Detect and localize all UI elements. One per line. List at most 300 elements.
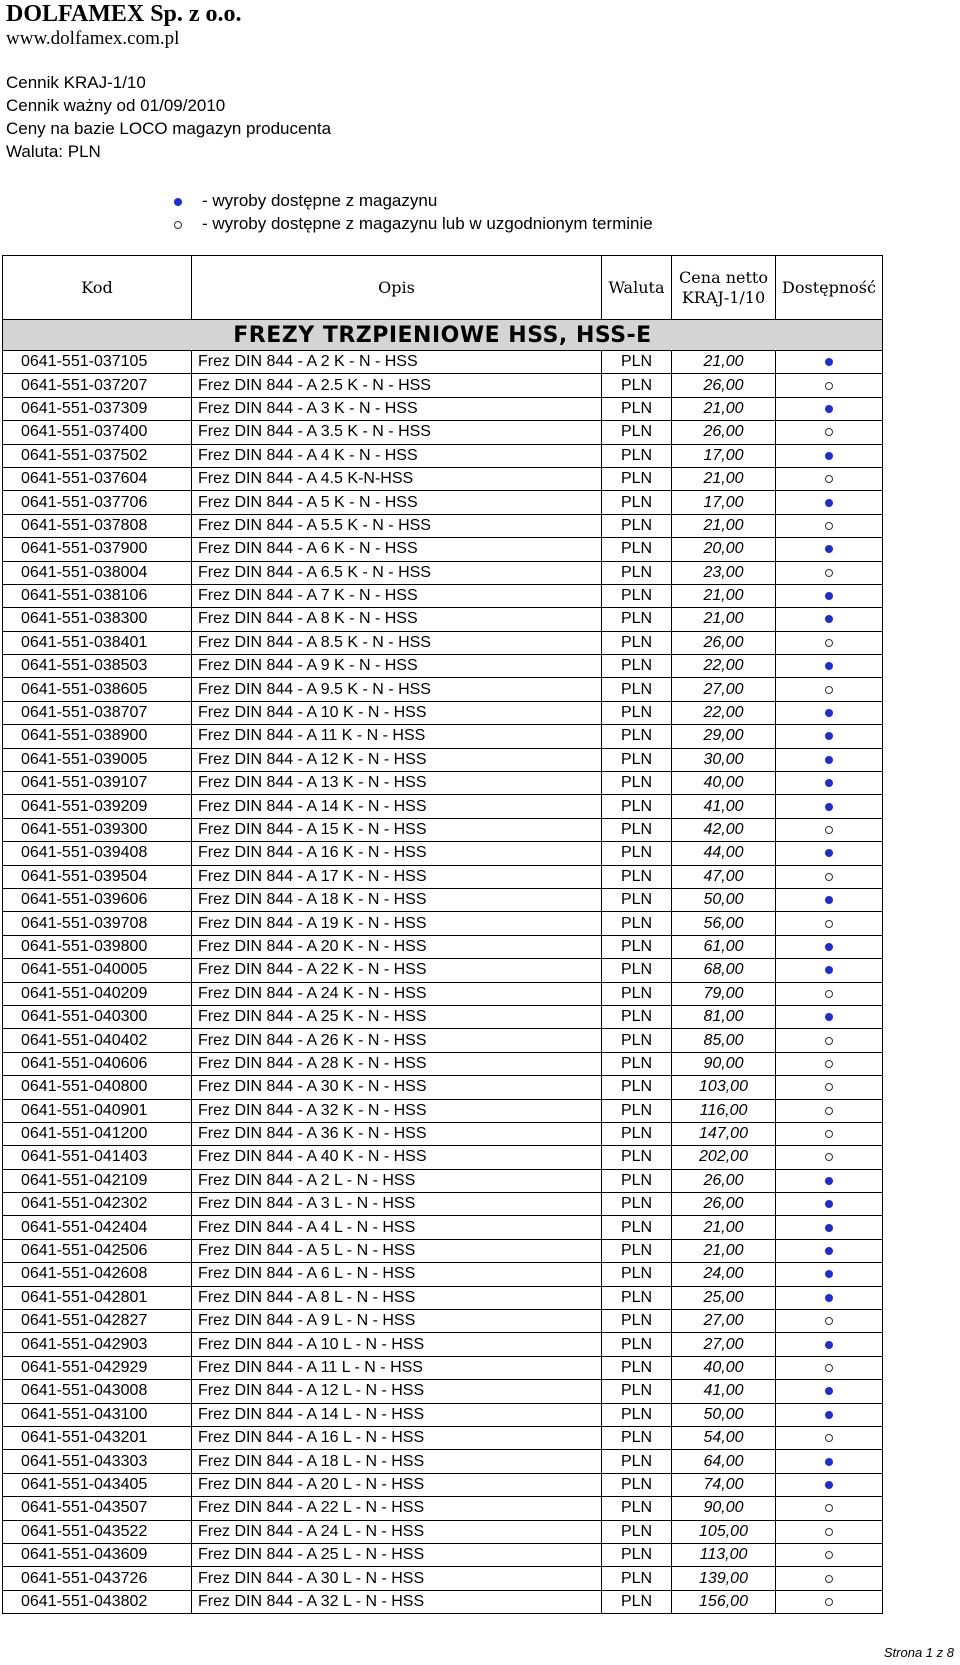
product-availability [776,514,883,537]
product-price: 139,00 [672,1567,776,1590]
product-price: 21,00 [672,467,776,490]
product-code: 0641-551-040606 [3,1052,192,1075]
product-currency: PLN [602,1052,672,1075]
product-price: 17,00 [672,444,776,467]
product-price: 40,00 [672,1356,776,1379]
product-price: 20,00 [672,538,776,561]
company-name: DOLFAMEX Sp. z o.o. [6,1,242,27]
product-availability [776,959,883,982]
product-availability [776,374,883,397]
product-currency: PLN [602,1216,672,1239]
product-currency: PLN [602,678,672,701]
table-row [3,631,883,654]
product-description: Frez DIN 844 - A 25 K - N - HSS [192,1005,602,1028]
product-price: 47,00 [672,865,776,888]
product-currency: PLN [602,1497,672,1520]
product-code: 0641-551-037502 [3,444,192,467]
product-currency: PLN [602,795,672,818]
product-code: 0641-551-037105 [3,351,192,374]
product-availability [776,1380,883,1403]
table-row [3,1356,883,1379]
empty-circle-icon [825,1107,833,1115]
table-row [3,584,883,607]
product-currency: PLN [602,1146,672,1169]
legend-on-request-label: - wyroby dostępne z magazynu lub w uzgodnionym terminie [202,214,653,233]
product-price: 56,00 [672,912,776,935]
product-price: 79,00 [672,982,776,1005]
empty-circle-icon [825,475,833,483]
table-row [3,959,883,982]
filled-dot-icon [825,1411,833,1419]
product-description: Frez DIN 844 - A 10 L - N - HSS [192,1333,602,1356]
product-price: 90,00 [672,1052,776,1075]
empty-circle-icon [825,1317,833,1325]
product-availability [776,538,883,561]
product-code: 0641-551-037309 [3,397,192,420]
product-price: 26,00 [672,1193,776,1216]
product-currency: PLN [602,1310,672,1333]
product-code: 0641-551-038004 [3,561,192,584]
product-price: 29,00 [672,725,776,748]
legend-on-request [174,212,653,235]
product-availability [776,1520,883,1543]
product-code: 0641-551-038401 [3,631,192,654]
product-currency: PLN [602,444,672,467]
product-price: 40,00 [672,772,776,795]
product-availability [776,772,883,795]
product-code: 0641-551-039300 [3,818,192,841]
product-description: Frez DIN 844 - A 9 L - N - HSS [192,1310,602,1333]
column-header-kod: Kod [3,256,192,320]
product-availability [776,655,883,678]
product-price: 26,00 [672,421,776,444]
product-price: 22,00 [672,655,776,678]
table-row [3,1590,883,1613]
table-row [3,538,883,561]
table-row [3,1426,883,1449]
product-availability [776,351,883,374]
product-code: 0641-551-042302 [3,1193,192,1216]
empty-circle-icon [825,1504,833,1512]
product-code: 0641-551-040209 [3,982,192,1005]
table-row [3,795,883,818]
product-description: Frez DIN 844 - A 12 K - N - HSS [192,748,602,771]
empty-circle-icon [825,639,833,647]
product-availability [776,421,883,444]
product-currency: PLN [602,351,672,374]
product-description: Frez DIN 844 - A 11 K - N - HSS [192,725,602,748]
product-availability [776,1146,883,1169]
product-price: 24,00 [672,1263,776,1286]
product-availability [776,1122,883,1145]
product-price: 30,00 [672,748,776,771]
product-code: 0641-551-042827 [3,1310,192,1333]
filled-dot-icon [825,1247,833,1255]
product-price: 105,00 [672,1520,776,1543]
product-code: 0641-551-040800 [3,1076,192,1099]
product-price: 17,00 [672,491,776,514]
product-description: Frez DIN 844 - A 30 K - N - HSS [192,1076,602,1099]
product-availability [776,1333,883,1356]
column-header-waluta: Waluta [602,256,672,320]
product-availability [776,1426,883,1449]
column-header-cena [672,256,776,320]
product-price: 90,00 [672,1497,776,1520]
product-availability [776,1450,883,1473]
product-description: Frez DIN 844 - A 32 L - N - HSS [192,1590,602,1613]
product-description: Frez DIN 844 - A 6 L - N - HSS [192,1263,602,1286]
table-row [3,1497,883,1520]
empty-circle-icon [825,1434,833,1442]
product-availability [776,1169,883,1192]
table-row [3,1520,883,1543]
table-row [3,1169,883,1192]
table-row [3,561,883,584]
product-currency: PLN [602,1029,672,1052]
product-price: 27,00 [672,678,776,701]
table-row [3,842,883,865]
product-code: 0641-551-037400 [3,421,192,444]
product-availability [776,444,883,467]
product-code: 0641-551-042506 [3,1239,192,1262]
table-row [3,1216,883,1239]
product-availability [776,1239,883,1262]
table-row [3,1403,883,1426]
filled-dot-icon [825,592,833,600]
product-currency: PLN [602,1356,672,1379]
empty-circle-icon [825,569,833,577]
product-description: Frez DIN 844 - A 3.5 K - N - HSS [192,421,602,444]
product-availability [776,1193,883,1216]
table-row [3,1052,883,1075]
product-code: 0641-551-037207 [3,374,192,397]
filled-dot-icon [825,662,833,670]
section-header-row [3,320,883,351]
price-table [2,255,883,1614]
product-currency: PLN [602,935,672,958]
product-description: Frez DIN 844 - A 18 K - N - HSS [192,888,602,911]
product-description: Frez DIN 844 - A 13 K - N - HSS [192,772,602,795]
pricelist-price-basis: Ceny na bazie LOCO magazyn producenta [6,119,332,138]
empty-circle-icon [825,990,833,998]
product-code: 0641-551-039504 [3,865,192,888]
product-currency: PLN [602,1286,672,1309]
table-row [3,514,883,537]
empty-circle-icon [825,1083,833,1091]
product-description: Frez DIN 844 - A 25 L - N - HSS [192,1543,602,1566]
product-currency: PLN [602,397,672,420]
product-description: Frez DIN 844 - A 7 K - N - HSS [192,584,602,607]
filled-dot-icon [825,405,833,413]
product-currency: PLN [602,1099,672,1122]
product-price: 22,00 [672,701,776,724]
product-code: 0641-551-043507 [3,1497,192,1520]
product-price: 21,00 [672,514,776,537]
product-code: 0641-551-039708 [3,912,192,935]
table-row [3,491,883,514]
filled-dot-icon [825,1387,833,1395]
product-price: 103,00 [672,1076,776,1099]
product-code: 0641-551-043609 [3,1543,192,1566]
table-row [3,1029,883,1052]
product-code: 0641-551-038605 [3,678,192,701]
product-currency: PLN [602,514,672,537]
product-availability [776,1029,883,1052]
product-code: 0641-551-039408 [3,842,192,865]
table-row [3,444,883,467]
product-currency: PLN [602,655,672,678]
product-code: 0641-551-043522 [3,1520,192,1543]
product-availability [776,631,883,654]
product-description: Frez DIN 844 - A 9.5 K - N - HSS [192,678,602,701]
product-code: 0641-551-039209 [3,795,192,818]
product-currency: PLN [602,467,672,490]
table-row [3,1310,883,1333]
product-description: Frez DIN 844 - A 16 L - N - HSS [192,1426,602,1449]
product-price: 116,00 [672,1099,776,1122]
product-availability [776,1567,883,1590]
product-code: 0641-551-038300 [3,608,192,631]
product-availability [776,1310,883,1333]
filled-dot-icon [825,452,833,460]
table-row [3,467,883,490]
product-code: 0641-551-042801 [3,1286,192,1309]
product-description: Frez DIN 844 - A 10 K - N - HSS [192,701,602,724]
product-availability [776,397,883,420]
product-code: 0641-551-039107 [3,772,192,795]
product-currency: PLN [602,1380,672,1403]
product-code: 0641-551-039005 [3,748,192,771]
company-website: www.dolfamex.com.pl [6,28,180,49]
product-description: Frez DIN 844 - A 2 L - N - HSS [192,1169,602,1192]
product-availability [776,795,883,818]
product-price: 21,00 [672,397,776,420]
product-code: 0641-551-040300 [3,1005,192,1028]
product-currency: PLN [602,1473,672,1496]
product-currency: PLN [602,772,672,795]
product-price: 147,00 [672,1122,776,1145]
product-code: 0641-551-043802 [3,1590,192,1613]
section-title: FREZY TRZPIENIOWE HSS, HSS-E [3,320,883,351]
filled-dot-icon [825,779,833,787]
table-row [3,1076,883,1099]
product-currency: PLN [602,374,672,397]
product-price: 42,00 [672,818,776,841]
product-availability [776,561,883,584]
product-currency: PLN [602,725,672,748]
product-availability [776,935,883,958]
product-currency: PLN [602,842,672,865]
filled-dot-icon [825,615,833,623]
product-currency: PLN [602,1333,672,1356]
product-code: 0641-551-039606 [3,888,192,911]
product-code: 0641-551-038503 [3,655,192,678]
empty-circle-icon [825,1130,833,1138]
product-currency: PLN [602,1567,672,1590]
product-availability [776,1005,883,1028]
table-row [3,678,883,701]
product-code: 0641-551-042903 [3,1333,192,1356]
product-price: 41,00 [672,795,776,818]
filled-dot-icon [825,1224,833,1232]
product-price: 50,00 [672,888,776,911]
empty-circle-icon [825,826,833,834]
table-row [3,421,883,444]
filled-dot-icon [825,966,833,974]
product-description: Frez DIN 844 - A 4.5 K-N-HSS [192,467,602,490]
product-description: Frez DIN 844 - A 6.5 K - N - HSS [192,561,602,584]
table-row [3,1122,883,1145]
product-currency: PLN [602,982,672,1005]
product-price: 26,00 [672,631,776,654]
product-availability [776,584,883,607]
product-price: 113,00 [672,1543,776,1566]
product-currency: PLN [602,1426,672,1449]
table-row [3,701,883,724]
product-currency: PLN [602,608,672,631]
product-currency: PLN [602,1590,672,1613]
empty-circle-icon [825,428,833,436]
product-availability [776,1286,883,1309]
product-currency: PLN [602,1543,672,1566]
product-availability [776,888,883,911]
product-price: 21,00 [672,1239,776,1262]
product-description: Frez DIN 844 - A 14 K - N - HSS [192,795,602,818]
filled-dot-icon [825,1177,833,1185]
filled-dot-icon [825,1481,833,1489]
pricelist-valid-from: Cennik ważny od 01/09/2010 [6,96,226,115]
empty-circle-icon [825,920,833,928]
product-availability [776,1497,883,1520]
filled-dot-icon [825,943,833,951]
table-row [3,1333,883,1356]
product-availability [776,1216,883,1239]
product-currency: PLN [602,912,672,935]
table-row [3,818,883,841]
product-code: 0641-551-038106 [3,584,192,607]
product-availability [776,701,883,724]
product-description: Frez DIN 844 - A 8 K - N - HSS [192,608,602,631]
product-currency: PLN [602,959,672,982]
product-availability [776,1543,883,1566]
empty-circle-icon [825,1575,833,1583]
product-price: 74,00 [672,1473,776,1496]
product-code: 0641-551-039800 [3,935,192,958]
product-price: 68,00 [672,959,776,982]
table-row [3,374,883,397]
table-row [3,912,883,935]
filled-dot-icon [825,896,833,904]
empty-circle-icon [174,221,182,229]
filled-dot-icon [825,849,833,857]
column-header-cena-line1: Cena netto [679,267,768,287]
product-description: Frez DIN 844 - A 20 K - N - HSS [192,935,602,958]
empty-circle-icon [825,1060,833,1068]
product-availability [776,725,883,748]
empty-circle-icon [825,522,833,530]
product-price: 21,00 [672,608,776,631]
product-price: 21,00 [672,351,776,374]
product-description: Frez DIN 844 - A 12 L - N - HSS [192,1380,602,1403]
table-row [3,1473,883,1496]
product-code: 0641-551-041200 [3,1122,192,1145]
product-price: 61,00 [672,935,776,958]
table-row [3,935,883,958]
table-row [3,982,883,1005]
product-availability [776,912,883,935]
legend-in-stock [174,189,653,212]
product-description: Frez DIN 844 - A 15 K - N - HSS [192,818,602,841]
product-code: 0641-551-038707 [3,701,192,724]
product-price: 64,00 [672,1450,776,1473]
product-availability [776,1403,883,1426]
product-currency: PLN [602,865,672,888]
table-header-row [3,256,883,320]
filled-dot-icon [825,1458,833,1466]
product-price: 156,00 [672,1590,776,1613]
product-currency: PLN [602,1239,672,1262]
table-row [3,725,883,748]
filled-dot-icon [825,545,833,553]
product-description: Frez DIN 844 - A 22 K - N - HSS [192,959,602,982]
product-availability [776,467,883,490]
product-currency: PLN [602,888,672,911]
filled-dot-icon [825,1013,833,1021]
empty-circle-icon [825,1153,833,1161]
product-code: 0641-551-043100 [3,1403,192,1426]
product-currency: PLN [602,748,672,771]
product-description: Frez DIN 844 - A 9 K - N - HSS [192,655,602,678]
product-price: 54,00 [672,1426,776,1449]
product-code: 0641-551-043008 [3,1380,192,1403]
product-code: 0641-551-042608 [3,1263,192,1286]
filled-dot-icon [825,1200,833,1208]
product-code: 0641-551-037900 [3,538,192,561]
product-price: 23,00 [672,561,776,584]
product-code: 0641-551-040402 [3,1029,192,1052]
product-code: 0641-551-042929 [3,1356,192,1379]
product-code: 0641-551-040901 [3,1099,192,1122]
product-currency: PLN [602,1520,672,1543]
empty-circle-icon [825,873,833,881]
product-currency: PLN [602,1193,672,1216]
product-price: 25,00 [672,1286,776,1309]
table-row [3,1286,883,1309]
product-currency: PLN [602,584,672,607]
product-availability [776,491,883,514]
product-currency: PLN [602,1122,672,1145]
table-row [3,1146,883,1169]
product-description: Frez DIN 844 - A 20 L - N - HSS [192,1473,602,1496]
product-description: Frez DIN 844 - A 4 K - N - HSS [192,444,602,467]
product-description: Frez DIN 844 - A 26 K - N - HSS [192,1029,602,1052]
page-number: Strona 1 z 8 [883,1645,954,1660]
product-currency: PLN [602,491,672,514]
product-code: 0641-551-042109 [3,1169,192,1192]
product-availability [776,842,883,865]
product-availability [776,1076,883,1099]
product-description: Frez DIN 844 - A 5 L - N - HSS [192,1239,602,1262]
product-description: Frez DIN 844 - A 32 K - N - HSS [192,1099,602,1122]
product-currency: PLN [602,1076,672,1099]
product-price: 41,00 [672,1380,776,1403]
product-currency: PLN [602,1005,672,1028]
table-row [3,1380,883,1403]
product-description: Frez DIN 844 - A 18 L - N - HSS [192,1450,602,1473]
table-row [3,748,883,771]
product-currency: PLN [602,701,672,724]
product-description: Frez DIN 844 - A 11 L - N - HSS [192,1356,602,1379]
